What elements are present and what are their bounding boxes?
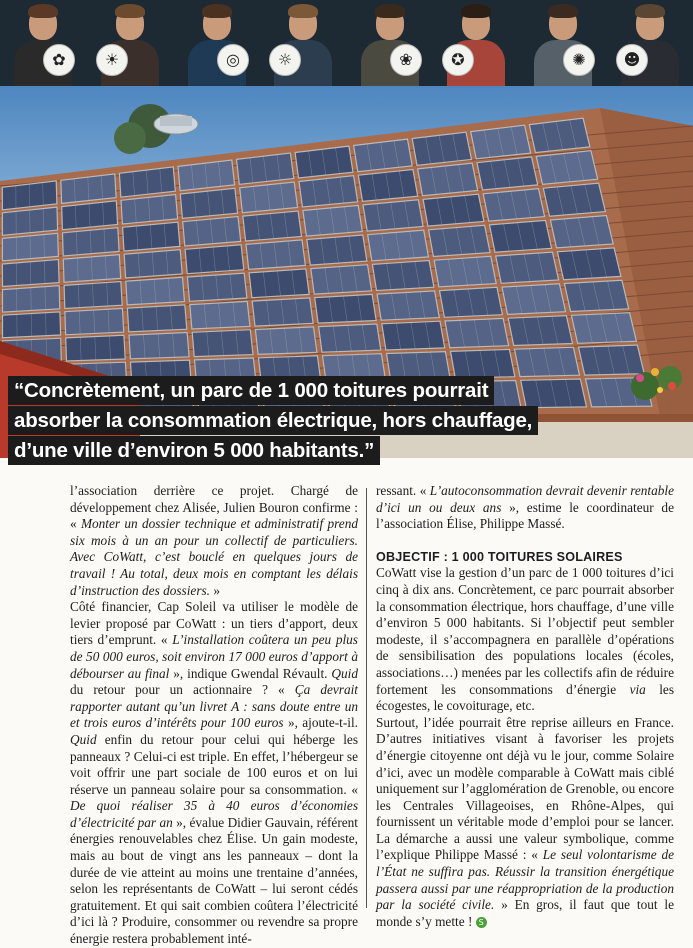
person-hair (288, 4, 318, 18)
article-column-2 (376, 483, 674, 930)
end-of-article-icon: S (476, 917, 487, 928)
column-divider (366, 488, 367, 908)
person-8 (610, 0, 690, 86)
person-6 (436, 0, 516, 86)
person-7 (523, 0, 603, 86)
person-5 (350, 0, 430, 86)
paragraph: Surtout, l’idée pourrait être reprise ailleurs en France. D’autres initiatives visant à favoriser les projets d’énergie citoyenne ont déjà vu le jour, comme Solaire d’ici, avec un modèle comparable à CoWatt mais ciblé uniquement sur l’agglomération de Grenoble, ou encore les Centrales Villageoises, en Rhône-Alpes, qui fournissent un véritable mode d’emploi pour se lancer. La démarche a aussi une valeur symbolique, comme l’explique Philippe Massé : « Le seul volontarisme de l’État ne suffira pas. Réussir la transition énergétique passera aussi par une réappropriation de la production par la société civile. » En gros, il faut que tout le monde s’y mette ! S (376, 715, 674, 931)
person-hair (635, 4, 665, 18)
person-2 (90, 0, 170, 86)
drawn-plate-icon: ❀ (390, 44, 422, 76)
person-hair (548, 4, 578, 18)
drawn-plate-icon: ☼ (269, 44, 301, 76)
person-1 (3, 0, 83, 86)
person-3 (177, 0, 257, 86)
pull-quote-line-2: absorber la consommation électrique, hors chauffage, (8, 406, 538, 435)
article-column-1 (70, 483, 358, 948)
person-hair (28, 4, 58, 18)
pull-quote-line-3: d’une ville d’environ 5 000 habitants.” (8, 436, 380, 465)
person-hair (375, 4, 405, 18)
paragraph: ressant. « L’autoconsommation devrait devenir rentable d’ici un ou deux ans », estime le coordinateur de l’association Élise, Philippe Massé. (376, 483, 674, 533)
section-subhead: OBJECTIF : 1 000 TOITURES SOLAIRES (376, 549, 674, 566)
pull-quote-line-1: “Concrètement, un parc de 1 000 toitures pourrait (8, 376, 494, 405)
team-photo (0, 0, 693, 86)
person-hair (115, 4, 145, 18)
paragraph: CoWatt vise la gestion d’un parc de 1 000 toitures d’ici cinq à dix ans. Concrètement, ce parc pourrait absorber la consommation électrique, hors chauffage, d’une ville d’environ 5 000 habitants. Si l’objectif peut sembler modeste, il s’accompagnera en parallèle d’opérations de sensibilisation des populations locales (écoles, associations…) menées par les collectifs afin de réduire fortement les consommations d’énergie via les écogestes, le covoiturage, etc. (376, 565, 674, 714)
paragraph: Côté financier, Cap Soleil va utiliser le modèle de levier proposé par CoWatt : un tiers d’apport, deux tiers d’emprunt. « L’installation coûtera un peu plus de 50 000 euros, soit environ 17 000 euros d’apport à débourser au final », indique Gwendal Révault. Quid du retour pour un actionnaire ? « Ça devrait rapporter autant qu’un livret A : sans doute entre un et trois euros d’intérêts pour 100 euros », ajoute-t-il. Quid enfin du retour pour celui qui héberge les panneaux ? Celui-ci est triple. En effet, l’hébergeur se voit offrir une part sociale de 100 euros et on lui réserve un panneau solaire pour sa consommation. « De quoi réaliser 35 à 40 euros d’économies d’électricité par an », évalue Didier Gauvain, référent énergies renouvelables chez Élise. Un gain modeste, mais au bout de vingt ans les panneaux – dont la durée de vie atteint au moins une trentaine d’années, selon les représentants de CoWatt – lui seront cédés gratuitement. Et qui sait combien coûtera l’électricité d’ici là ? Produire, consommer ou revendre sa propre énergie restera probablement inté- (70, 599, 358, 947)
person-hair (461, 4, 491, 18)
drawn-plate-icon: ◎ (217, 44, 249, 76)
drawn-plate-icon: ☻ (616, 44, 648, 76)
drawn-plate-icon: ✪ (442, 44, 474, 76)
person-4 (263, 0, 343, 86)
pull-quote (0, 370, 693, 470)
drawn-plate-icon: ☀ (96, 44, 128, 76)
drawn-plate-icon: ✺ (563, 44, 595, 76)
drawn-plate-icon: ✿ (43, 44, 75, 76)
paragraph: l’association derrière ce projet. Chargé de développement chez Alisée, Julien Bouron confirme : « Monter un dossier technique et administratif prend six mois à un an pour un collectif de particuliers. Avec CoWatt, c’est bouclé en quelques jours de travail ! Au total, deux mois en comptant les délais d’instruction des dossiers. » (70, 483, 358, 599)
person-hair (202, 4, 232, 18)
